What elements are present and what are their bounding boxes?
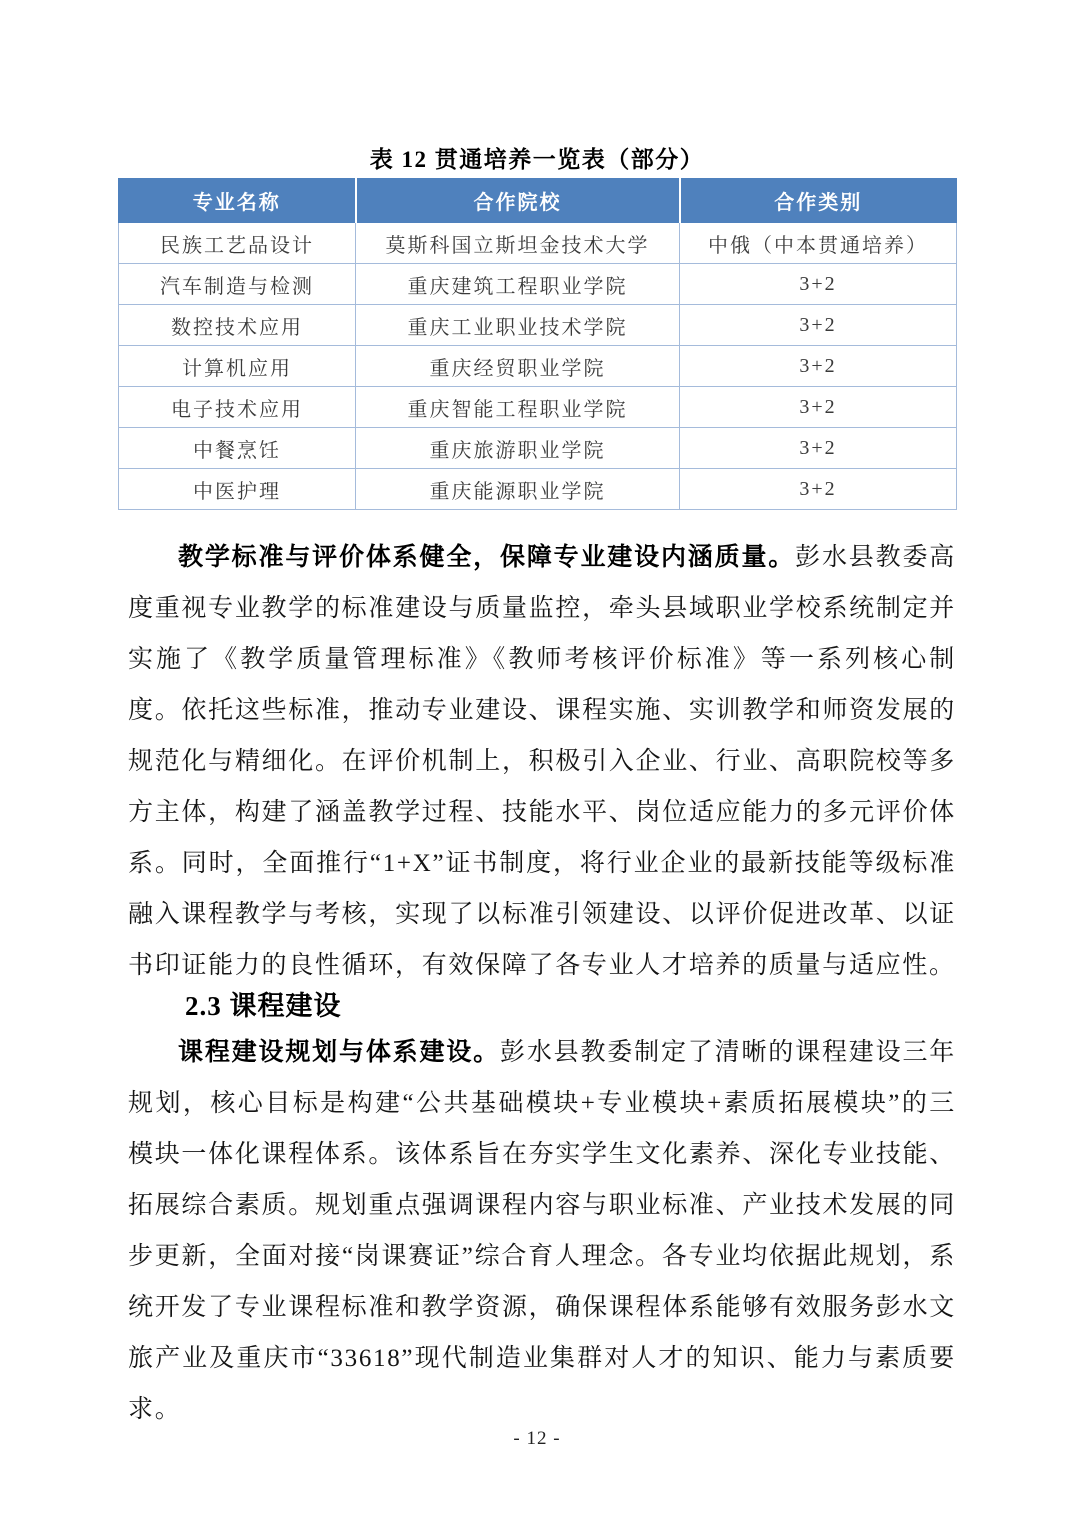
table-cell-cooperation-type: 3+2 xyxy=(680,469,957,510)
table-row xyxy=(119,428,957,469)
table-cell-cooperation-type: 3+2 xyxy=(680,305,957,346)
table-cell-cooperation-type: 3+2 xyxy=(680,346,957,387)
table-row xyxy=(119,469,957,510)
paragraph-lead-bold: 课程建设规划与体系建设。 xyxy=(178,1039,500,1066)
table-row xyxy=(119,346,957,387)
table-cell-partner-school: 重庆经贸职业学院 xyxy=(356,346,680,387)
cooperation-training-table xyxy=(118,178,957,510)
table-header-row xyxy=(119,179,957,223)
paragraph-course-construction xyxy=(128,1027,956,1435)
table-cell-partner-school: 重庆工业职业技术学院 xyxy=(356,305,680,346)
table-cell-cooperation-type: 3+2 xyxy=(680,387,957,428)
table-cell-partner-school: 重庆建筑工程职业学院 xyxy=(356,264,680,305)
table-cell-cooperation-type: 中俄（中本贯通培养） xyxy=(680,223,957,264)
table-header-cooperation-type: 合作类别 xyxy=(680,179,957,223)
section-heading-2-3: 2.3 课程建设 xyxy=(185,991,342,1021)
table-cell-major: 计算机应用 xyxy=(119,346,356,387)
table-cell-partner-school: 重庆能源职业学院 xyxy=(356,469,680,510)
table-row xyxy=(119,305,957,346)
table-caption: 表 12 贯通培养一览表（部分） xyxy=(369,147,705,172)
table-row xyxy=(119,387,957,428)
table-cell-major: 汽车制造与检测 xyxy=(119,264,356,305)
paragraph-teaching-standards xyxy=(128,532,956,991)
table-cell-major: 中医护理 xyxy=(119,469,356,510)
table-row xyxy=(119,223,957,264)
paragraph-body-text: 彭水县教委制定了清晰的课程建设三年规划，核心目标是构建“公共基础模块+专业模块+素质拓展模块”的三模块一体化课程体系。该体系旨在夯实学生文化素养、深化专业技能、拓展综合素质。规划重点强调课程内容与职业标准、产业技术发展的同步更新，全面对接“岗课赛证”综合育人理念。各专业均依据此规划，系统开发了专业课程标准和教学资源，确保课程体系能够有效服务彭水文旅产业及重庆市“33618”现代制造业集群对人才的知识、能力与素质要求。 xyxy=(128,1039,956,1423)
table-cell-cooperation-type: 3+2 xyxy=(680,264,957,305)
table-cell-partner-school: 莫斯科国立斯坦金技术大学 xyxy=(356,223,680,264)
table-cell-partner-school: 重庆智能工程职业学院 xyxy=(356,387,680,428)
table-cell-major: 数控技术应用 xyxy=(119,305,356,346)
paragraph-lead-bold: 教学标准与评价体系健全，保障专业建设内涵质量。 xyxy=(178,544,796,571)
table-cell-major: 电子技术应用 xyxy=(119,387,356,428)
table-row xyxy=(119,264,957,305)
table-header-partner-school: 合作院校 xyxy=(356,179,680,223)
table-cell-partner-school: 重庆旅游职业学院 xyxy=(356,428,680,469)
paragraph-body-text: 彭水县教委高度重视专业教学的标准建设与质量监控，牵头县域职业学校系统制定并实施了《教学质量管理标准》《教师考核评价标准》等一系列核心制度。依托这些标准，推动专业建设、课程实施、实训教学和师资发展的规范化与精细化。在评价机制上，积极引入企业、行业、高职院校等多方主体，构建了涵盖教学过程、技能水平、岗位适应能力的多元评价体系。同时，全面推行“1+X”证书制度，将行业企业的最新技能等级标准融入课程教学与考核，实现了以标准引领建设、以评价促进改革、以证书印证能力的良性循环，有效保障了各专业人才培养的质量与适应性。 xyxy=(128,544,956,979)
table-cell-major: 民族工艺品设计 xyxy=(119,223,356,264)
table-cell-major: 中餐烹饪 xyxy=(119,428,356,469)
page-number: - 12 - xyxy=(513,1428,561,1449)
table-header-major: 专业名称 xyxy=(119,179,356,223)
table-cell-cooperation-type: 3+2 xyxy=(680,428,957,469)
